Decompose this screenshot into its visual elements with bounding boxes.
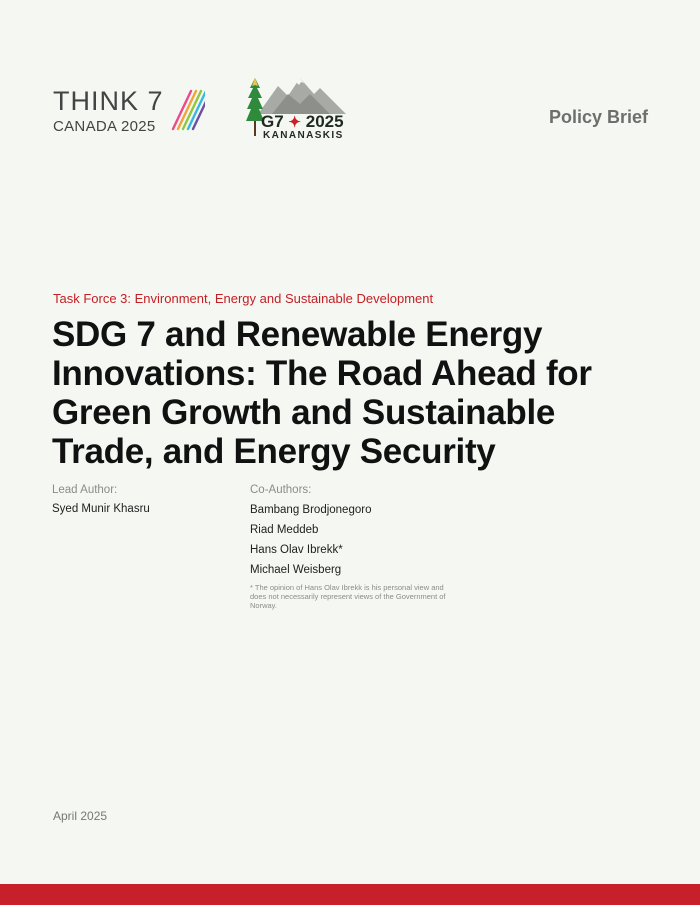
document-type: Policy Brief xyxy=(548,107,648,127)
think7-logo xyxy=(53,86,213,136)
co-author-name: Michael Weisberg xyxy=(250,564,342,576)
think7-stripes-icon xyxy=(171,89,205,131)
g7-logo-main-left: G7 xyxy=(261,112,284,131)
co-author-name: Bambang Brodjonegoro xyxy=(250,504,372,516)
maple-leaf-icon: ✦ xyxy=(288,114,301,131)
title-line: Green Growth and Sustainable xyxy=(52,393,556,432)
think7-logo-title: THINK 7 xyxy=(53,86,164,116)
title-line: Trade, and Energy Security xyxy=(52,432,496,471)
co-author-name: Hans Olav Ibrekk* xyxy=(250,544,343,556)
author-footnote: * The opinion of Hans Olav Ibrekk is his personal view and does not necessarily represent views of the Government of Norway. xyxy=(250,583,446,610)
footer-bar xyxy=(0,884,700,905)
title-line: SDG 7 and Renewable Energy xyxy=(52,315,543,354)
document-title xyxy=(52,315,652,471)
title-line: Innovations: The Road Ahead for xyxy=(52,354,592,393)
lead-author-name: Syed Munir Khasru xyxy=(52,503,150,515)
publication-date: April 2025 xyxy=(53,809,108,823)
co-authors-label: Co-Authors: xyxy=(250,484,312,496)
co-author-name: Riad Meddeb xyxy=(250,524,319,536)
g7-logo-main-right: 2025 xyxy=(305,112,344,131)
g7-logo-sub: KANANASKIS xyxy=(263,130,344,141)
lead-author-label: Lead Author: xyxy=(52,484,118,496)
think7-logo-subtitle: CANADA 2025 xyxy=(53,118,156,135)
task-force-label: Task Force 3: Environment, Energy and Sustainable Development xyxy=(53,291,434,306)
co-authors-list xyxy=(250,503,371,583)
g7-kananaskis-logo xyxy=(244,72,349,142)
g7-logo-main xyxy=(261,112,344,132)
